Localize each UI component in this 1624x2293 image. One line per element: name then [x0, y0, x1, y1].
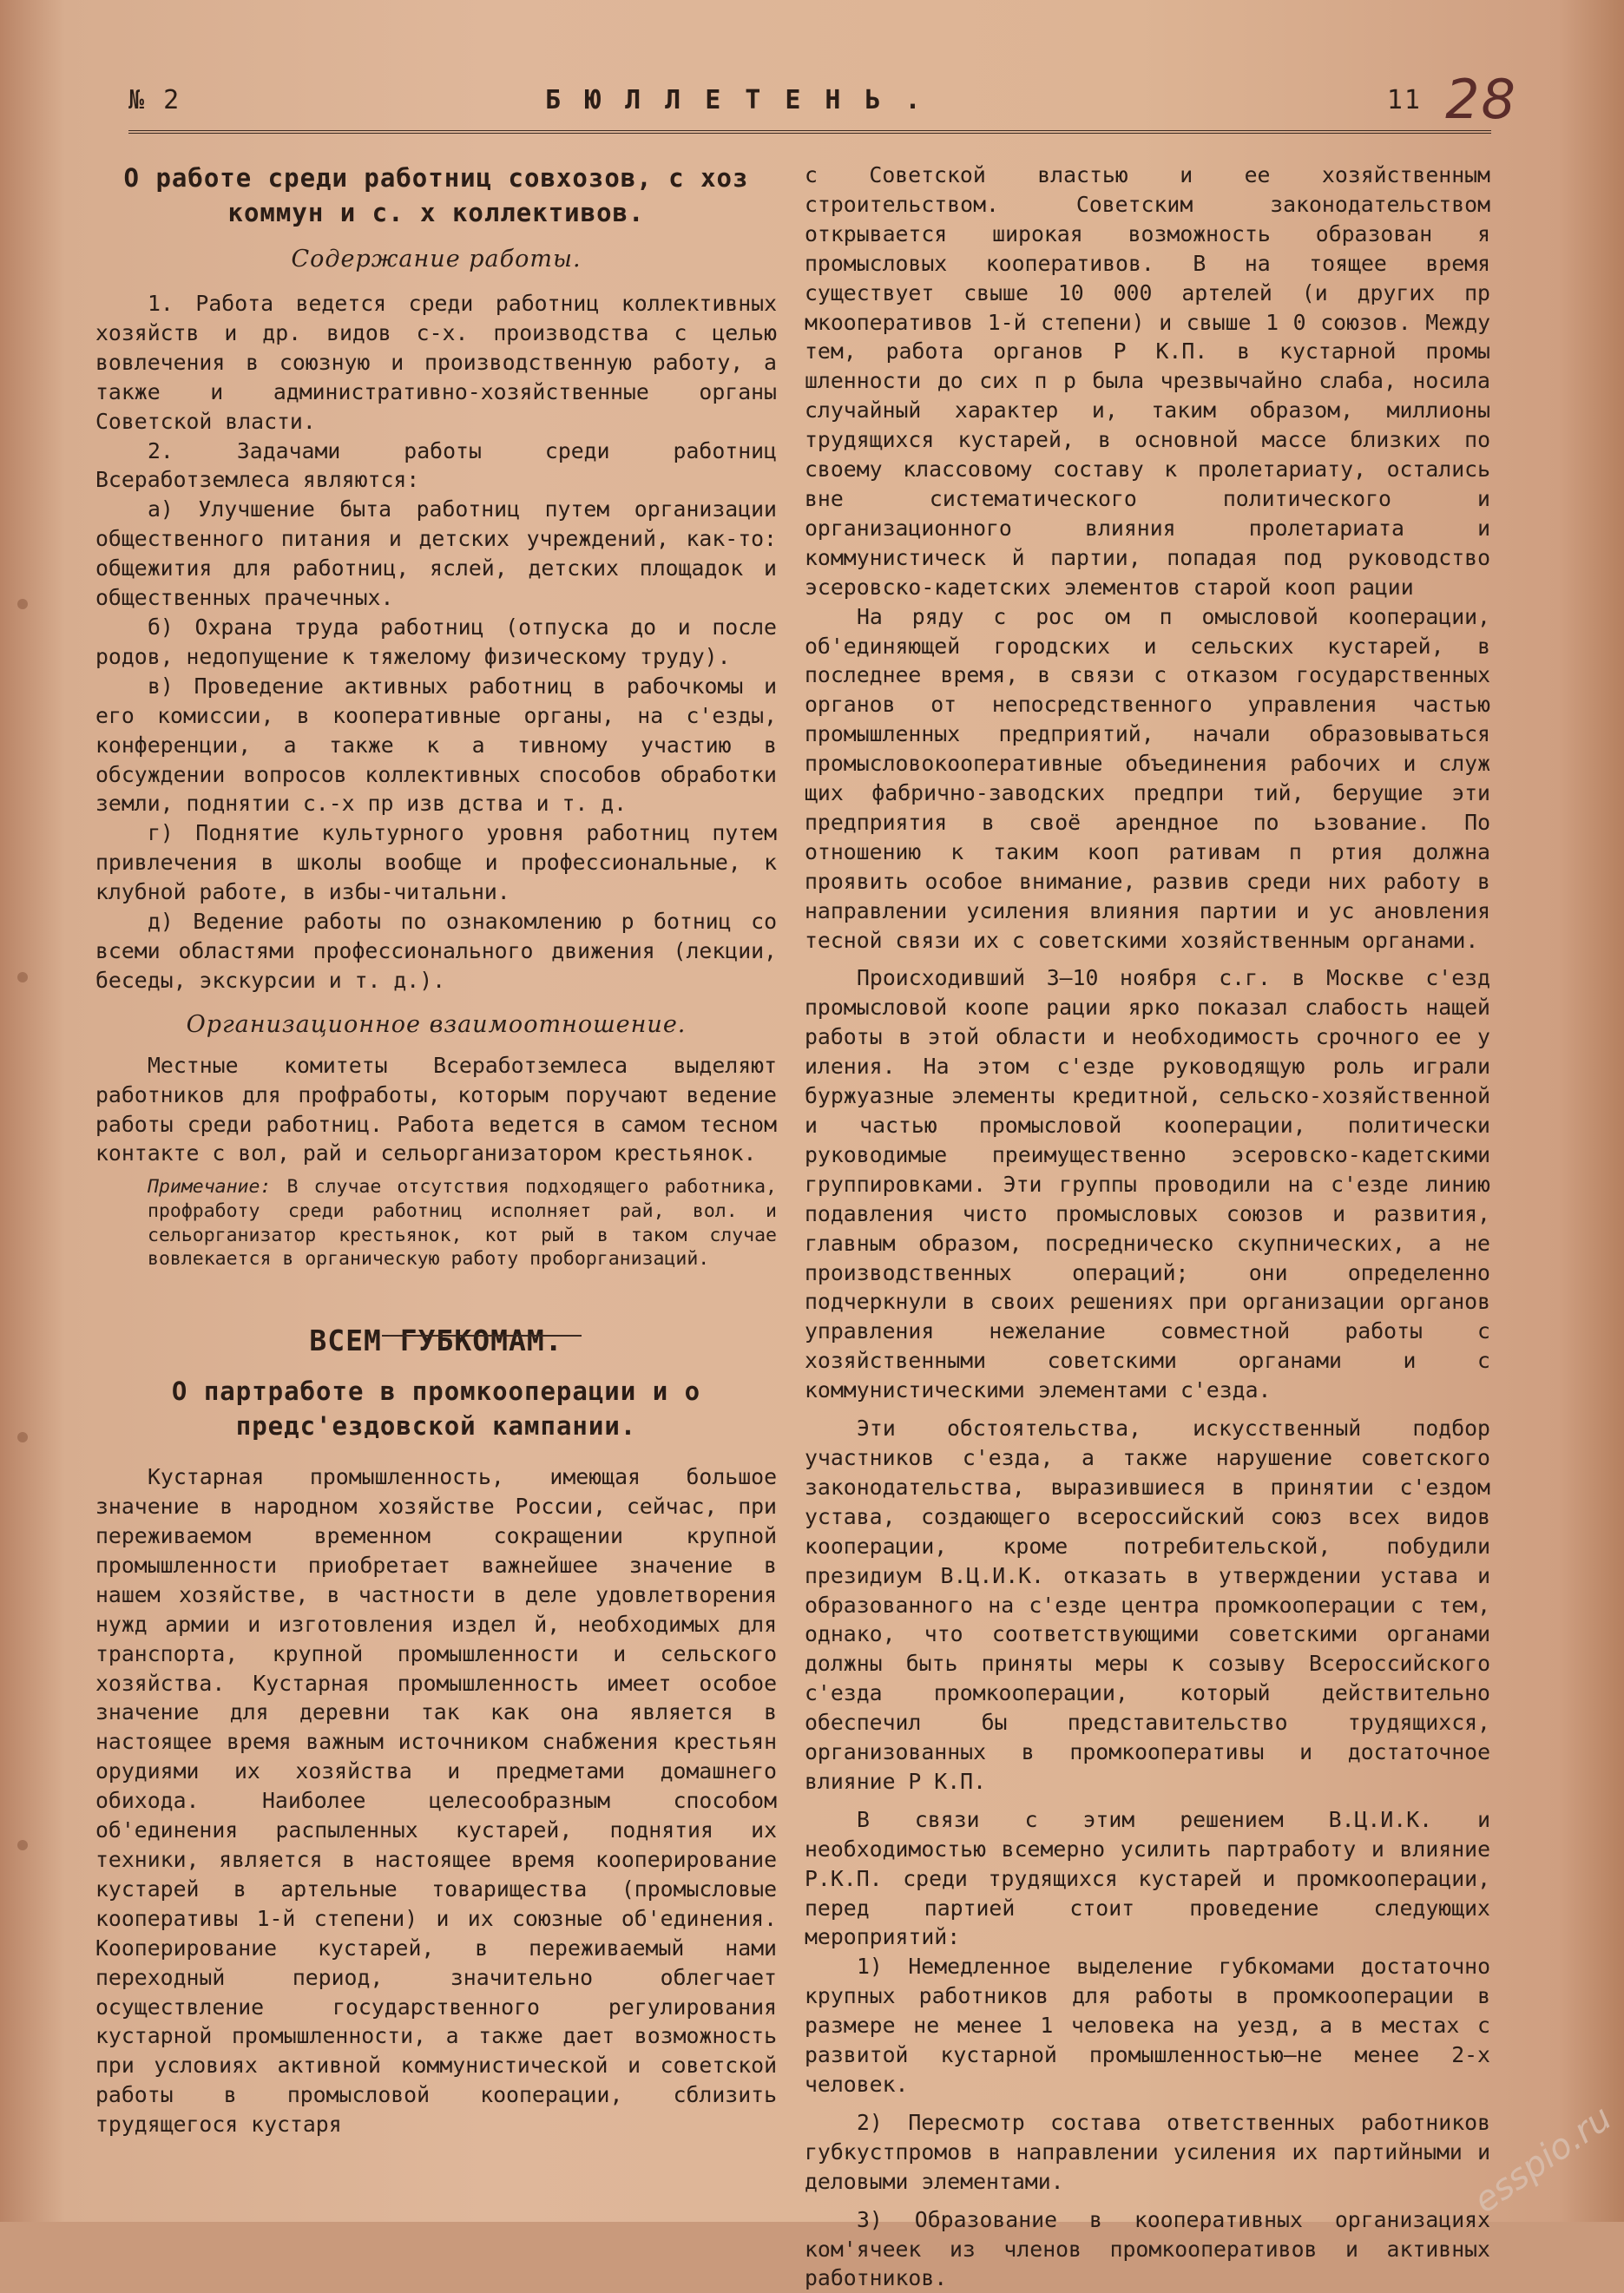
- footnote-text: В случае отсутствия подходящего работника, профработу среди работниц исполняет рай, вол. и сельорганизатор крестьянок, кот рый в таком случае вовлекается в органическую работу проборганизаций.: [148, 1176, 777, 1271]
- binding-hole: [17, 599, 28, 609]
- right-column: [805, 161, 1490, 2293]
- paragraph: с Советской властью и ее хозяйственным строительством. Советским законодательством открывается широкая возможность образован я промысловых кооперативов. В на тоящее время существует свыше 10 000 артелей (и других пр мкооперативов 1-й степени) и свыше 1 0 союзов. Между тем, работа органов Р К.П. в кустарной промы шленности до сих п р была чрезвычайно слаба, носила случайный характер и, таким образом, миллионы трудящихся кустарей, в основной массе близких по своему классовому составу к пролетариату, остались вне систематического политического и организационного влияния пролетариата и коммунистическ й партии, попадая под руководство эсеровско-кадетских элементов старой кооп рации: [805, 162, 1490, 600]
- issue-number: № 2: [128, 85, 181, 115]
- paragraph: 1) Немедленное выделение губкомами достаточно крупных работников для работы в промкооперации в размере не менее 1 человека на уезд, а в местах с развитой кустарной промышленностью—не менее 2-х человек.: [805, 1954, 1490, 2097]
- paragraph: Кустарная промышленность, имеющая большое значение в народном хозяйстве России, сейчас, при переживаемом временном сокращении крупной промышленности приобретает важнейшее значение в нашем хозяйстве, в частности в деле удовлетворения нужд армии и изготовления издел й, необходимых для транспорта, крупной промышленности и сельского хозяйства. Кустарная промышленность имеет особое значение для деревни так как она является в настоящее время важным источником снабжения крестьян орудиями их хозяйства и предметами домашнего обихода. Наиболее целесообразным способом об'единения распыленных кустарей, поднятия их техники, является в настоящее время кооперирование кустарей в артельные товарищества (промысловые кооперативы 1-й степени) и их союзные об'единения. Кооперирование кустарей, в переживаемый нами переходный период, значительно облегчает осуществление государственного регулирования кустарной промышленности, а также дает возможность при условиях активной коммунистической и советской работы в промысловой кооперации, сблизить трудящегося кустаря: [95, 1464, 777, 2138]
- page-number: 11: [1386, 85, 1422, 115]
- paragraph: В связи с этим решением В.Ц.И.К. и необходимостью всемерно усилить партработу и влияние Р.К.П. среди трудящихся кустарей и промкооперации, перед партией стоит проведение следующих мероприятий:: [805, 1806, 1490, 1950]
- binding-holes: [12, 0, 38, 2222]
- subheading-content: Содержание работы.: [291, 246, 582, 273]
- paragraph: Происходивший 3—10 ноября с.г. в Москве с'езд промысловой коопе рации ярко показал слабость нащей работы в этой области и необходимость срочного ее у иления. На этом с'езде руководящую роль играли буржуазные элементы кредитной, сельско-хозяйственной и частью промысловой кооперации, политически руководимые преимущественно эсеровско-кадетскими группировками. Эти группы проводили на с'езде линию подавления чисто промысловых союзов и развития, главным образом, посредническо скупнических, а не производственных операций; они определенно подчеркнули в своих решениях при организации органов управления нежелание совместной работы с хозяйственными советскими органами и с коммунистическими элементами с'езда.: [805, 965, 1490, 1403]
- footnote: [95, 1175, 777, 1271]
- subheading-organization: Организационное взаимоотношение.: [186, 1010, 687, 1038]
- paragraph: б) Охрана труда работниц (отпуска до и после родов, недопущение к тяжелому физическому труду).: [95, 614, 777, 669]
- binding-hole: [17, 972, 28, 982]
- publication-title: БЮЛЛЕТЕНЬ.: [545, 85, 945, 115]
- paragraph: а) Улучшение быта работниц путем организации общественного питания и детских учреждений, как-то: общежития для работниц, яслей, детских площадок и общественных прачечных.: [95, 496, 777, 611]
- paragraph: г) Поднятие культурного уровня работниц путем привлечения в школы вообще и профессиональные, к клубной работе, в избы-читальни.: [95, 820, 777, 905]
- paragraph: На ряду с рос ом п омысловой кооперации, об'единяющей городских и сельских кустарей, в последнее время, в связи с отказом государственных органов от непосредственного управления частью промышленных предприятий, начали образовываться промысловокооперативные объединения рабочих и служ щих фабрично-заводских предпри тий, берущие эти предприятия в своё арендное по ьзование. По отношению к таким кооп ративам п ртия должна проявить особое внимание, развив среди них работу в направлении усиления влияния партии и ус ановления тесной связи их с советскими хозяйственным органами.: [805, 603, 1490, 953]
- article-heading-1: О работе среди работниц совхозов, с хоз коммун и с. х коллективов.: [123, 163, 749, 227]
- paragraph: 1. Работа ведется среди работниц коллективных хозяйств и др. видов с-х. производства с целью вовлечения в союзную и производственную работу, а также и административно-хозяйственные органы Советской власти.: [95, 291, 777, 434]
- header-rule: [128, 130, 1491, 134]
- footnote-lead: Примечание:: [148, 1176, 272, 1199]
- article-heading-3: О партработе в промкооперации и о предс'ездовской кампании.: [171, 1376, 701, 1442]
- left-column: [95, 161, 777, 2139]
- binding-hole: [17, 1840, 28, 1850]
- binding-hole: [17, 1432, 28, 1442]
- paragraph: д) Ведение работы по ознакомлению р ботниц со всеми областями профессионального движения (лекции, беседы, экскурсии и т. д.).: [95, 909, 777, 993]
- paragraph: 2) Пересмотр состава ответственных работников губкустпромов в направлении усиления их партийными и деловыми элементами.: [805, 2109, 1490, 2194]
- paragraph: 2. Задачами работы среди работниц Всеработземлеса являются:: [95, 437, 777, 493]
- paragraph: Местные комитеты Всеработземлеса выделяют работников для профработы, которым поручают ведение работы среди работниц. Работа ведется в самом тесном контакте с вол, рай и сельорганизатором крестьянок.: [95, 1052, 777, 1166]
- paragraph: в) Проведение активных работниц в рабочкомы и его комиссии, в кооперативные органы, на с'езды, конференции, а также к а тивному участию в обсуждении вопросов коллективных способов обработки земли, поднятии с.-х пр изв дства и т. д.: [95, 673, 777, 817]
- page-header: [128, 68, 1517, 131]
- watermark: esspio.ru: [1466, 2098, 1620, 2222]
- section-divider: [382, 1335, 582, 1337]
- paragraph: Эти обстоятельства, искусственный подбор участников с'езда, а также нарушение советского законодательства, выразившиеся в принятии с'ездом устава, создающего всероссийский союз всех видов кооперации, кроме потребительской, побудили президиум В.Ц.И.К. отказать в утверждении устава и образованного на с'езде центра промкооперации с тем, однако, что соответствующими советскими органами должны быть приняты меры к созыву Всероссийского с'езда промкооперации, который действительно обеспечил бы представительство трудящихся, организованных в промкооперативы и достаточное влияние Р К.П.: [805, 1416, 1490, 1794]
- handwritten-page-number: 28: [1445, 68, 1517, 131]
- paragraph: 3) Образование в кооперативных организациях ком'ячеек из членов промкооперативов и активных работников.: [805, 2206, 1490, 2291]
- article-heading-2: ВСЕМ ГУБКОМАМ.: [309, 1324, 563, 1358]
